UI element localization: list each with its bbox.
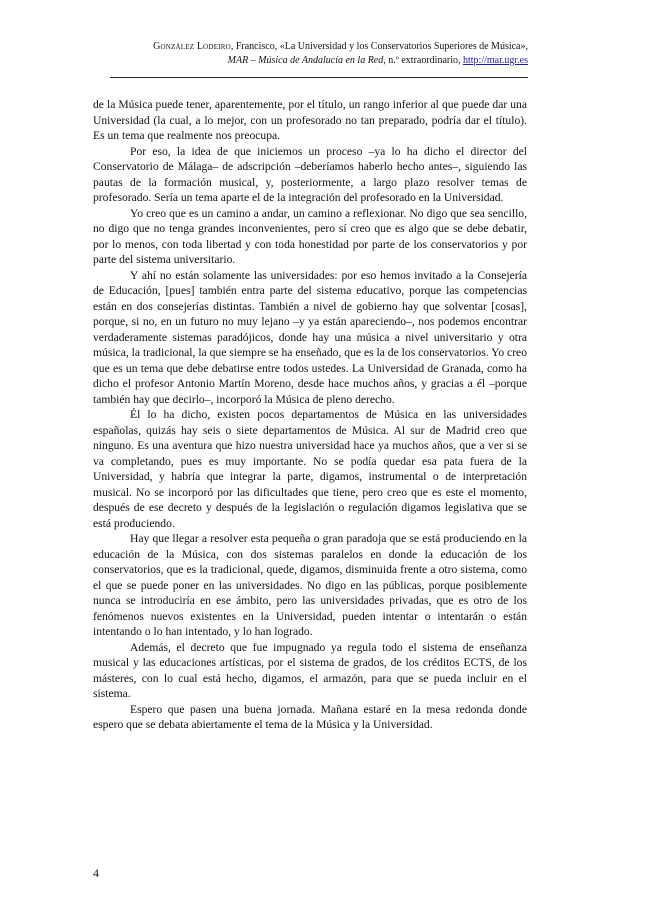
header-line-2: [110, 54, 528, 68]
paragraph: Él lo ha dicho, existen pocos departamentos de Música en las universidades españolas, quizás hay seis o siete departamentos de Música. Al sur de Madrid creo que ninguno. Es una aventura que hizo nuestra universidad hace ya muchos años, que a ver si se va completando, pues es muy importante. No se podía quedar esa pata fuera de la Universidad, y habría que integrar la parte, digamos, instrumental o de interpretación musical. No se incorporó por las dificultades que tiene, pero creo que es este el momento, después de ese decreto y después de la legislación o regulación digamos legislativa que se está produciendo.: [93, 408, 527, 530]
paragraph: Además, el decreto que fue impugnado ya regula todo el sistema de enseñanza musical y las educaciones artísticas, por el sistema de grados, de los créditos ECTS, de los másteres, con lo cual está hecho, digamos, el armazón, para que se pueda incluir en el sistema.: [93, 640, 527, 700]
header-issue: , n.º extraordinario,: [383, 55, 463, 66]
header-author: González Lodeiro: [153, 41, 231, 52]
paragraph: Hay que llegar a resolver esta pequeña o gran paradoja que se está produciendo en la educación de la Música, con dos sistemas paralelos en donde la educación de los conservatorios, que es la tradicional, quede, digamos, disminuida frente a otro sistema, como el que se puede poner en las universidades. No digo en las públicas, porque posiblemente nunca se introduciría en ese ámbito, pero las universidades privadas, que es otro de los fenómenos nuevos existentes en la Universidad, pueden intentar o intentarán o están intentando o lo han intentado, y lo han logrado.: [93, 532, 527, 638]
header-line-1: [110, 40, 528, 54]
paragraph: de la Música puede tener, aparentemente, por el título, un rango inferior al que puede dar una Universidad (la cual, a lo mejor, con un profesorado no tan preparado, podría dar el título). Es un tema que realmente nos preocupa.: [93, 98, 527, 142]
header-citation: , Francisco, «La Universidad y los Conservatorios Superiores de Música»,: [230, 41, 528, 52]
page-number: 4: [93, 866, 99, 880]
paragraph: Y ahí no están solamente las universidades: por eso hemos invitado a la Consejería de Educación, [pues] también entra parte del sistema educativo, porque las competencias están en dos consejerías distintas. También a nivel de gobierno hay que solventar [cosas], porque, si no, en un futuro no muy lejano –y ya están apareciendo–, nos podemos encontrar verdaderamente sistemas paradójicos, donde hay una música a nivel universitario y otra música, la tradicional, la que siempre se ha enseñado, que es la de los conservatorios. Yo creo que es un tema que debe debatirse entre todos ustedes. La Universidad de Granada, como ha dicho el profesor Antonio Martín Moreno, desde hace muchos años, y gracias a él –porque también hay que decirlo–, incorporó la Música de pleno derecho.: [93, 268, 527, 406]
header-rule: [110, 77, 528, 78]
header-journal: MAR – Música de Andalucía en la Red: [227, 55, 384, 66]
header-url-link[interactable]: http://mar.ugr.es: [463, 55, 528, 66]
running-header: [110, 40, 528, 68]
paragraph: Yo creo que es un camino a andar, un camino a reflexionar. No digo que sea sencillo, no digo que no tenga grandes inconvenientes, pero sí creo que es algo que se debe debatir, por lo menos, con toda libertad y con toda honestidad por parte de los conservatorios y por parte del sistema universitario.: [93, 206, 527, 266]
paragraph: Espero que pasen una buena jornada. Mañana estaré en la mesa redonda donde espero que se debata abiertamente el tema de la Música y la Universidad.: [93, 702, 527, 731]
paragraph: Por eso, la idea de que iniciemos un proceso –ya lo ha dicho el director del Conservatorio de Málaga– de adscripción –deberíamos haberlo hecho antes–, siguiendo las pautas de la formación musical, y, posteriormente, a largo plazo resolver temas de profesorado. Sería un tema aparte el de la integración del profesorado en la Universidad.: [93, 144, 527, 204]
body-text: [93, 97, 527, 733]
